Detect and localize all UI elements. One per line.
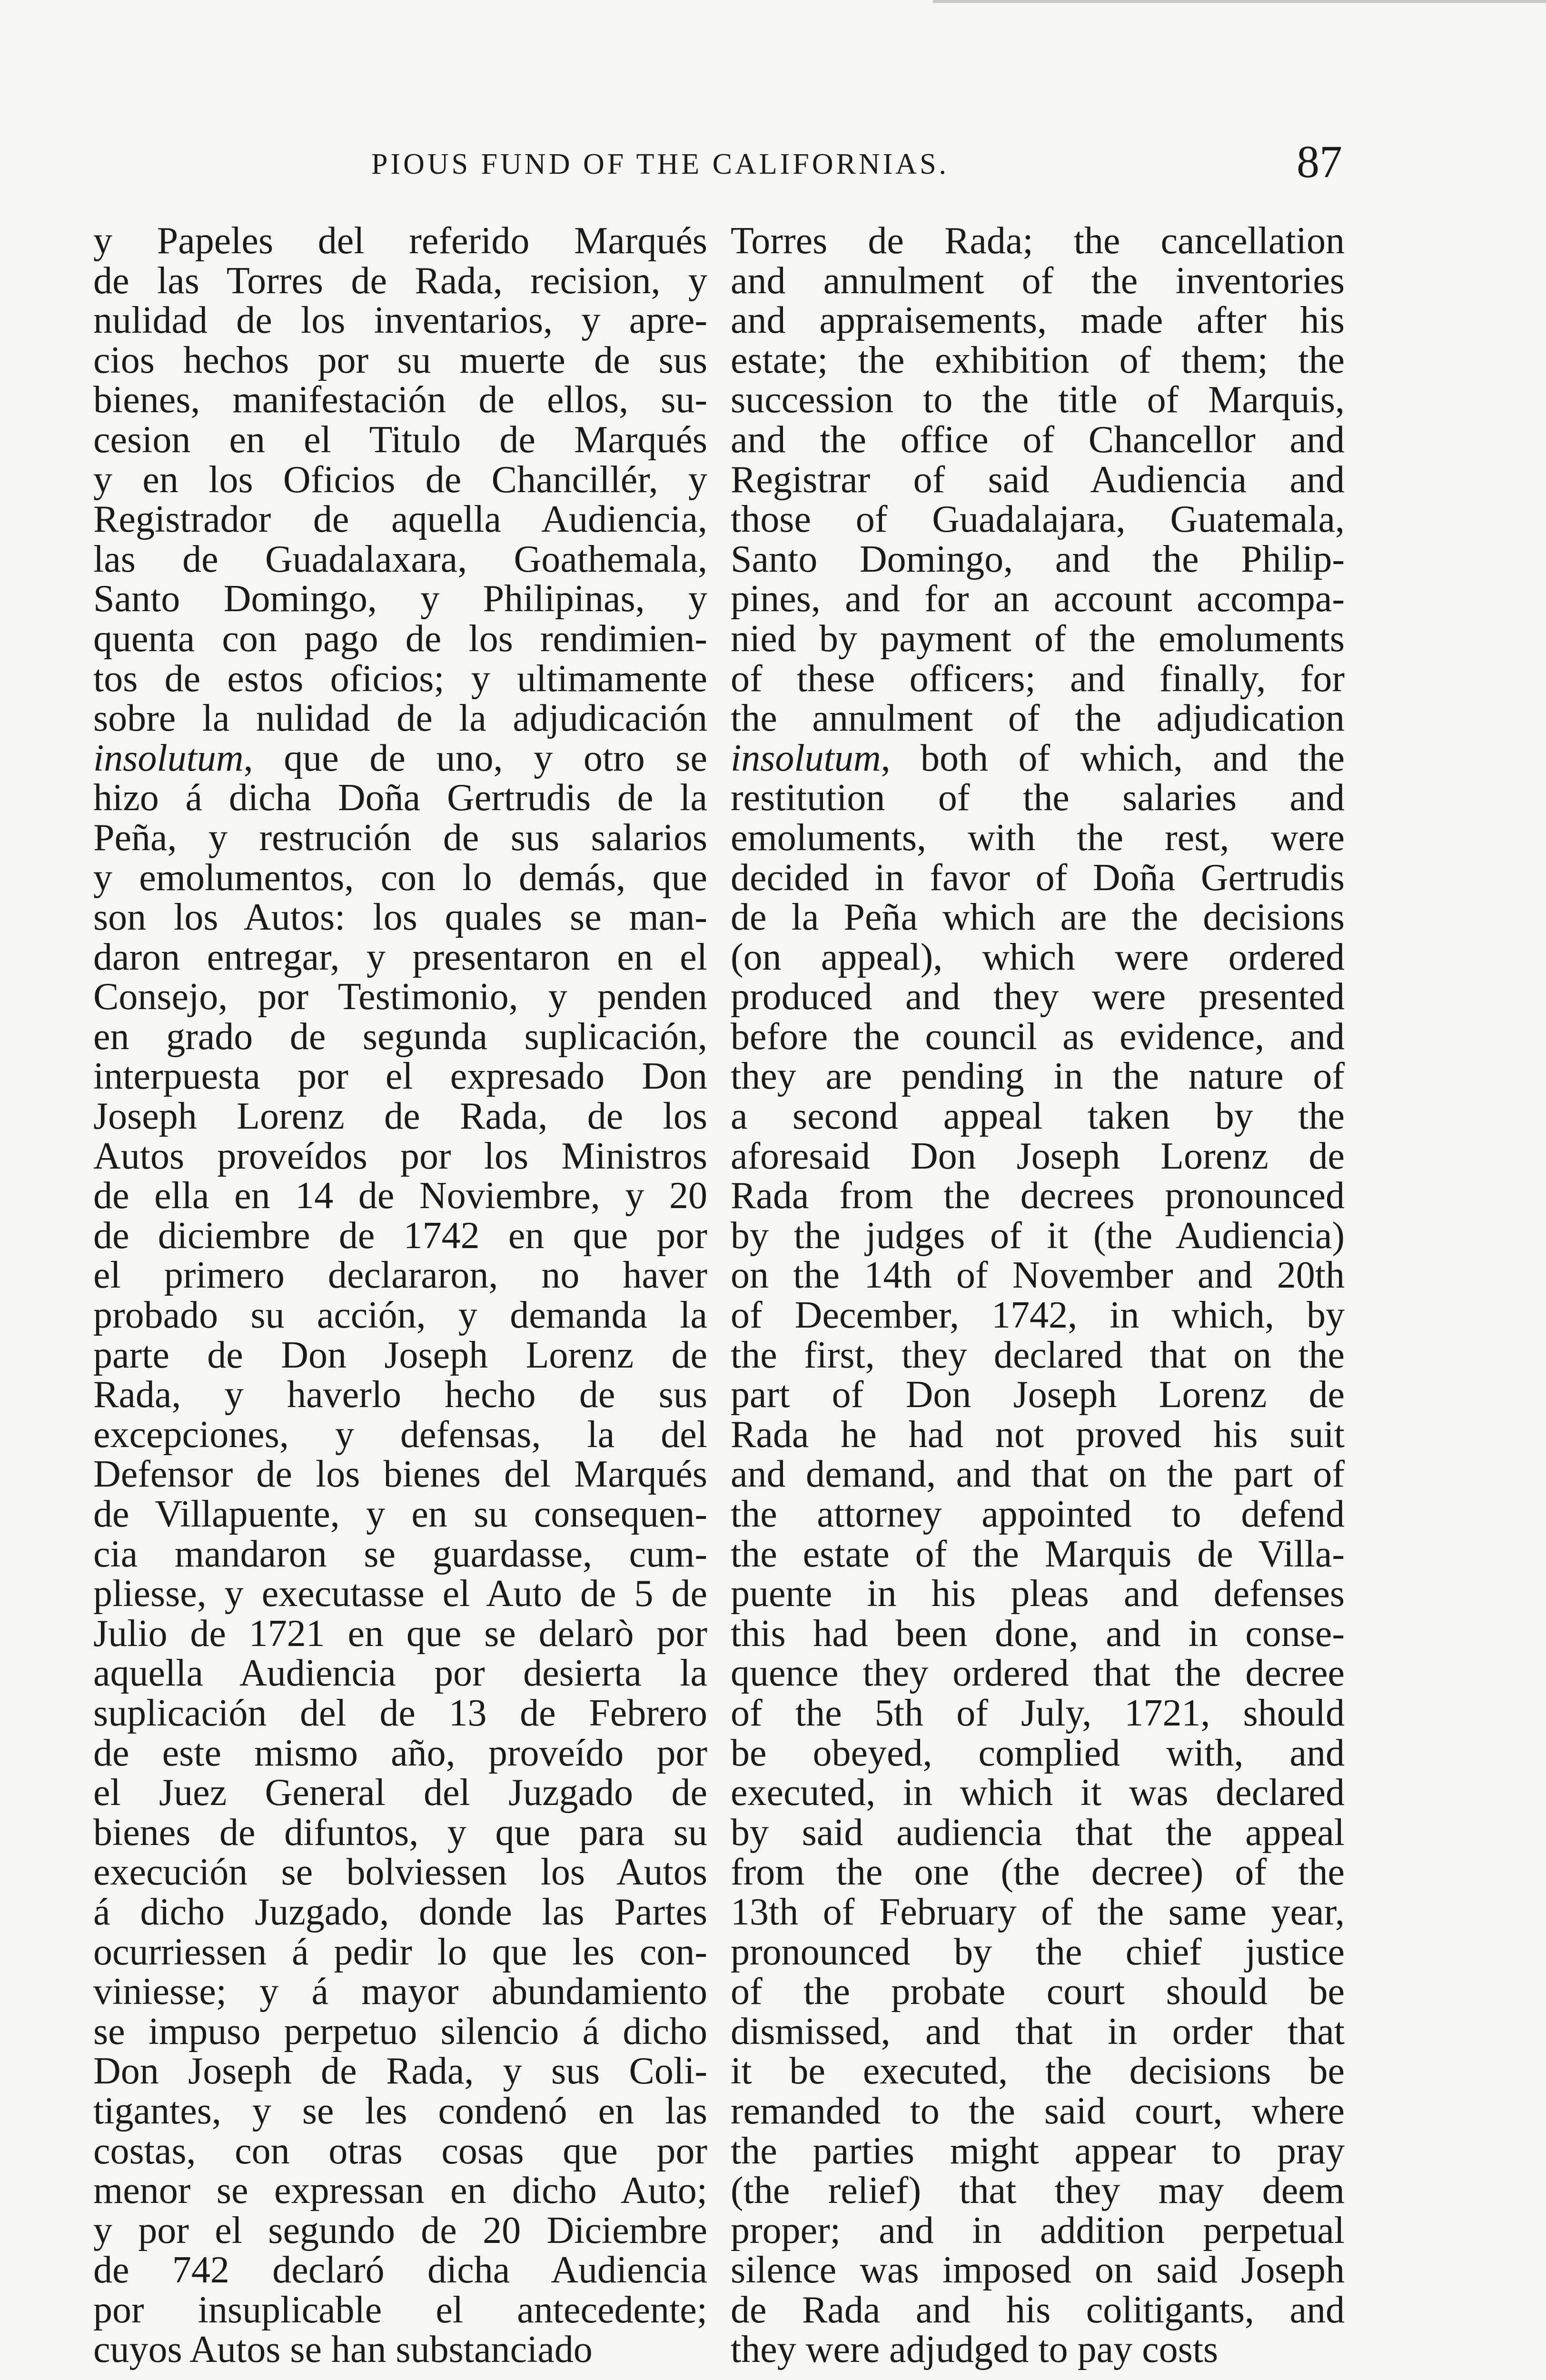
running-head: PIOUS FUND OF THE CALIFORNIAS. <box>371 148 950 180</box>
left-text-line: suplicación del de 13 de Febrero <box>93 1692 707 1734</box>
page-header <box>371 129 1342 186</box>
right-text-line: of the 5th of July, 1721, should <box>731 1692 1345 1734</box>
left-text-line: bienes de difuntos, y que para su <box>93 1811 707 1854</box>
right-text-line: executed, in which it was declared <box>731 1772 1345 1814</box>
right-text-line: Torres de Rada; the cancellation <box>731 220 1345 262</box>
left-text-line: menor se expressan en dicho Auto; <box>93 2170 707 2212</box>
left-text-line: costas, con otras cosas que por <box>93 2130 707 2172</box>
left-text-line: Peña, y restrución de sus salarios <box>93 816 707 859</box>
left-text-line: y Papeles del referido Marqués <box>93 220 707 262</box>
right-text-line: and demand, and that on the part of <box>731 1453 1345 1496</box>
right-text-line: of these officers; and finally, for <box>731 657 1345 700</box>
left-text-line: parte de Don Joseph Lorenz de <box>93 1334 707 1376</box>
left-text-line: y en los Oficios de Chancillér, y <box>93 458 707 501</box>
left-text-line: ocurriessen á pedir lo que les con- <box>93 1931 707 1973</box>
left-text-line: probado su acción, y demanda la <box>93 1294 707 1337</box>
top-edge-rule <box>933 0 1546 3</box>
left-text-line: tos de estos oficios; y ultimamente <box>93 657 707 700</box>
left-text-line: excepciones, y defensas, la del <box>93 1413 707 1456</box>
right-text-line: from the one (the decree) of the <box>731 1851 1345 1894</box>
right-text-line: silence was imposed on said Joseph <box>731 2249 1345 2291</box>
right-text-line: the first, they declared that on the <box>731 1334 1345 1376</box>
left-text-line: son los Autos: los quales se man- <box>93 896 707 939</box>
left-text-line: cios hechos por su muerte de sus <box>93 339 707 381</box>
right-text-line: of the probate court should be <box>731 1971 1345 2013</box>
left-text-line: se impuso perpetuo silencio á dicho <box>93 2010 707 2053</box>
left-text-line: pliesse, y executasse el Auto de 5 de <box>93 1573 707 1615</box>
right-text-line: estate; the exhibition of them; the <box>731 339 1345 381</box>
right-text-line: dismissed, and that in order that <box>731 2010 1345 2053</box>
right-text-line: pronounced by the chief justice <box>731 1931 1345 1973</box>
left-text-line: y emolumentos, con lo demás, que <box>93 856 707 899</box>
right-text-line: and the office of Chancellor and <box>731 418 1345 461</box>
right-text-line: of December, 1742, in which, by <box>731 1294 1345 1337</box>
left-text-line: cia mandaron se guardasse, cum- <box>93 1533 707 1575</box>
right-text-line: pines, and for an account accompa- <box>731 578 1345 620</box>
right-text-line: Registrar of said Audiencia and <box>731 458 1345 501</box>
left-text-line: de las Torres de Rada, recision, y <box>93 259 707 302</box>
left-text-line: Julio de 1721 en que se delarò por <box>93 1612 707 1655</box>
left-text-line: viniesse; y á mayor abundamiento <box>93 1971 707 2013</box>
right-text-line: Rada he had not proved his suit <box>731 1413 1345 1456</box>
left-text-line: de ella en 14 de Noviembre, y 20 <box>93 1175 707 1217</box>
right-text-line: the attorney appointed to defend <box>731 1493 1345 1535</box>
right-text-line: be obeyed, complied with, and <box>731 1732 1345 1774</box>
left-text-line: las de Guadalaxara, Goathemala, <box>93 538 707 580</box>
right-text-line: (the relief) that they may deem <box>731 2170 1345 2212</box>
page-number: 87 <box>1297 136 1342 187</box>
right-text-line: part of Don Joseph Lorenz de <box>731 1374 1345 1416</box>
left-text-line: Autos proveídos por los Ministros <box>93 1135 707 1177</box>
left-text-line: daron entregar, y presentaron en el <box>93 936 707 978</box>
right-text-line: de la Peña which are the decisions <box>731 896 1345 939</box>
left-text-line: nulidad de los inventarios, y apre- <box>93 299 707 342</box>
right-text-line: nied by payment of the emoluments <box>731 617 1345 660</box>
right-text-line: restitution of the salaries and <box>731 777 1345 819</box>
left-text-line: en grado de segunda suplicación, <box>93 1015 707 1058</box>
right-text-line: quence they ordered that the decree <box>731 1652 1345 1695</box>
left-text-line: por insuplicable el antecedente; <box>93 2289 707 2331</box>
right-text-line: puente in his pleas and defenses <box>731 1573 1345 1615</box>
left-text-line: Consejo, por Testimonio, y penden <box>93 976 707 1018</box>
right-text-line: and annulment of the inventories <box>731 259 1345 302</box>
left-text-line: y por el segundo de 20 Diciembre <box>93 2209 707 2251</box>
right-text-line: aforesaid Don Joseph Lorenz de <box>731 1135 1345 1177</box>
english-text-column <box>731 221 1345 2370</box>
left-text-line: á dicho Juzgado, donde las Partes <box>93 1891 707 1933</box>
right-text-line: produced and they were presented <box>731 976 1345 1018</box>
left-text-line: insolutum, que de uno, y otro se <box>93 737 707 779</box>
left-text-line: el primero declararon, no haver <box>93 1254 707 1297</box>
left-text-line: el Juez General del Juzgado de <box>93 1772 707 1814</box>
right-text-line: the parties might appear to pray <box>731 2130 1345 2172</box>
left-text-line: execución se bolviessen los Autos <box>93 1851 707 1894</box>
right-text-line: those of Guadalajara, Guatemala, <box>731 498 1345 541</box>
left-text-line: bienes, manifestación de ellos, su- <box>93 379 707 421</box>
right-text-line: they were adjudged to pay costs <box>731 2329 1219 2371</box>
left-text-line: Rada, y haverlo hecho de sus <box>93 1374 707 1416</box>
right-text-line: the annulment of the adjudication <box>731 697 1345 740</box>
right-text-line: remanded to the said court, where <box>731 2090 1345 2132</box>
left-text-line: de Villapuente, y en su consequen- <box>93 1493 707 1535</box>
right-text-line: before the council as evidence, and <box>731 1015 1345 1058</box>
left-text-line: Don Joseph de Rada, y sus Coli- <box>93 2050 707 2092</box>
right-text-line: succession to the title of Marquis, <box>731 379 1345 421</box>
right-text-line: the estate of the Marquis de Villa- <box>731 1533 1345 1575</box>
left-text-line: interpuesta por el expresado Don <box>93 1055 707 1098</box>
right-text-line: Rada from the decrees pronounced <box>731 1175 1345 1217</box>
left-text-line: Joseph Lorenz de Rada, de los <box>93 1095 707 1138</box>
right-text-line: de Rada and his colitigants, and <box>731 2289 1345 2331</box>
left-text-line: Defensor de los bienes del Marqués <box>93 1453 707 1496</box>
right-text-line: it be executed, the decisions be <box>731 2050 1345 2092</box>
italic-term: insolutum <box>731 737 881 779</box>
right-text-line: insolutum, both of which, and the <box>731 737 1345 779</box>
left-text-line: de 742 declaró dicha Audiencia <box>93 2249 707 2291</box>
right-text-line: by said audiencia that the appeal <box>731 1811 1345 1854</box>
right-text-line: proper; and in addition perpetual <box>731 2209 1345 2251</box>
right-text-line: decided in favor of Doña Gertrudis <box>731 856 1345 899</box>
right-text-line: this had been done, and in conse- <box>731 1612 1345 1655</box>
left-text-line: tigantes, y se les condenó en las <box>93 2090 707 2132</box>
left-text-line: Registrador de aquella Audiencia, <box>93 498 707 541</box>
left-text-line: cuyos Autos se han substanciado <box>93 2329 593 2371</box>
right-text-line: emoluments, with the rest, were <box>731 816 1345 859</box>
right-text-line: 13th of February of the same year, <box>731 1891 1345 1933</box>
italic-term: insolutum <box>93 737 244 779</box>
left-text-line: Santo Domingo, y Philipinas, y <box>93 578 707 620</box>
left-text-line: quenta con pago de los rendimien- <box>93 617 707 660</box>
left-text-line: hizo á dicha Doña Gertrudis de la <box>93 777 707 819</box>
right-text-line: and appraisements, made after his <box>731 299 1345 342</box>
left-text-line: sobre la nulidad de la adjudicación <box>93 697 707 740</box>
left-text-line: aquella Audiencia por desierta la <box>93 1652 707 1695</box>
left-text-line: cesion en el Titulo de Marqués <box>93 418 707 461</box>
right-text-line: (on appeal), which were ordered <box>731 936 1345 978</box>
right-text-line: they are pending in the nature of <box>731 1055 1345 1098</box>
spanish-text-column <box>93 221 707 2370</box>
right-text-line: Santo Domingo, and the Philip- <box>731 538 1345 580</box>
left-text-line: de diciembre de 1742 en que por <box>93 1214 707 1257</box>
right-text-line: on the 14th of November and 20th <box>731 1254 1345 1297</box>
left-text-line: de este mismo año, proveído por <box>93 1732 707 1774</box>
right-text-line: a second appeal taken by the <box>731 1095 1345 1138</box>
right-text-line: by the judges of it (the Audiencia) <box>731 1214 1345 1257</box>
